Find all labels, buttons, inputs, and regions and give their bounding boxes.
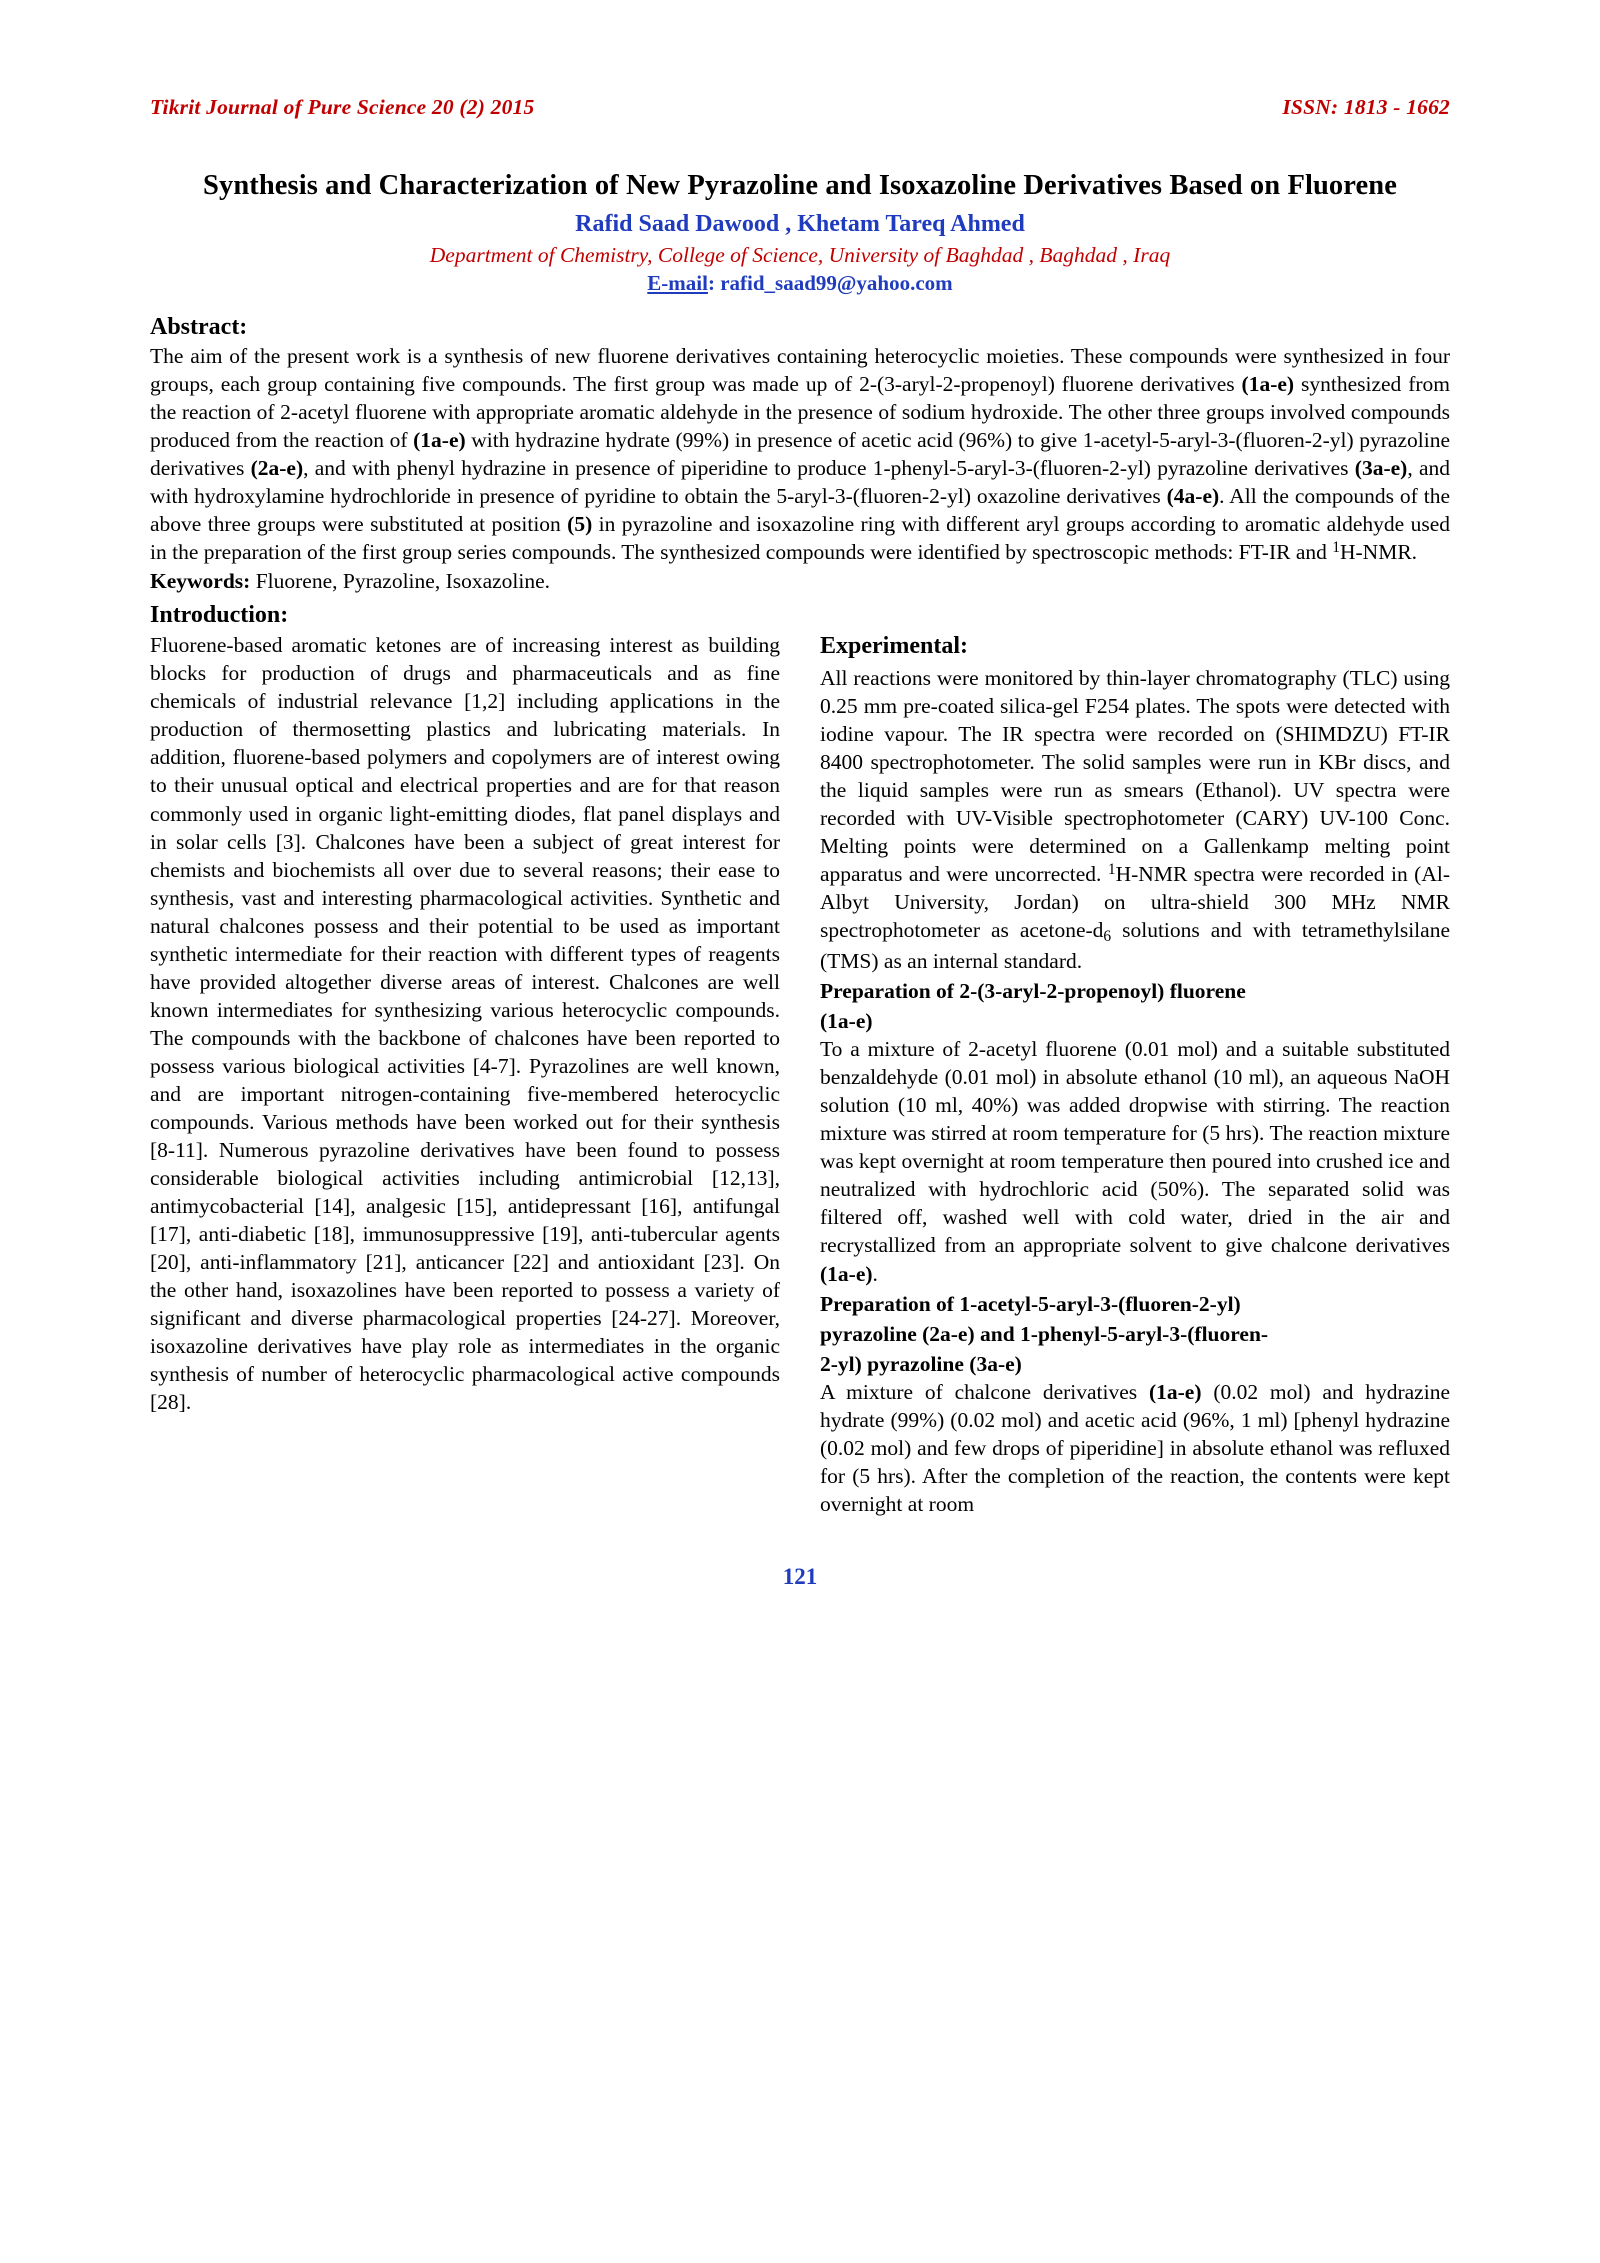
prep1-heading-line1: Preparation of 2-(3-aryl-2-propenoyl) fluorene bbox=[820, 979, 1246, 1004]
column-left bbox=[150, 631, 780, 1518]
abstract-heading: Abstract: bbox=[150, 313, 248, 340]
email-label: E-mail bbox=[647, 270, 708, 295]
introduction-heading: Introduction: bbox=[150, 602, 289, 629]
prep2-heading-line1: Preparation of 1-acetyl-5-aryl-3-(fluoren-2-yl) bbox=[820, 1291, 1241, 1316]
page-title: Synthesis and Characterization of New Pyrazoline and Isoxazoline Derivatives Based on Fluorene bbox=[203, 170, 1397, 201]
keywords-label: Keywords: bbox=[150, 569, 251, 594]
body-columns bbox=[150, 631, 1450, 1518]
title-block bbox=[150, 168, 1450, 296]
prep2-heading-line3: 2-yl) pyrazoline (3a-e) bbox=[820, 1351, 1022, 1376]
prep1-text: To a mixture of 2-acetyl fluorene (0.01 mol) and a suitable substituted benzaldehyde (0.01 mol) in absolute ethanol (10 ml), an aqueous NaOH solution (10 ml, 40%) was added dropwise with stirring. The reaction mixture was stirred at room temperature for (5 hrs). The reaction mixture was kept overnight at room temperature then poured into crushed ice and neutralized with hydrochloric acid (50%). The separated solid was filtered off, washed well with cold water, dried in the air and recrystallized from an appropriate solvent to give chalcone derivatives (1a-e). bbox=[820, 1037, 1450, 1286]
introduction-text: Fluorene-based aromatic ketones are of increasing interest as building blocks for production of drugs and pharmaceuticals and as fine chemicals of industrial relevance [1,2] including applications in the production of thermosetting plastics and lubricating materials. In addition, fluorene-based polymers and copolymers are of interest owing to their unusual optical and electrical properties and are for that reason commonly used in organic light-emitting diodes, flat panel displays and in solar cells [3]. Chalcones have been a subject of great interest for chemists and biochemists all over due to several reasons; their ease to synthesis, vast and interesting pharmacological activities. Synthetic and natural chalcones possess and their potential to be used as important synthetic intermediate for their reaction with different types of reagents have provided altogether diverse areas of interest. Chalcones are well known intermediates for synthesizing various heterocyclic compounds. The compounds with the backbone of chalcones have been reported to possess various biological activities [4-7]. Pyrazolines are well known, and are important nitrogen-containing five-membered heterocyclic compounds. Various methods have been worked out for their synthesis [8-11]. Numerous pyrazoline derivatives have been found to possess considerable biological activities including antimicrobial [12,13], antimycobacterial [14], analgesic [15], antidepressant [16], antifungal [17], anti-diabetic [18], immunosuppressive [19], anti-tubercular agents [20], anti-inflammatory [21], anticancer [22] and antioxidant [23]. On the other hand, isoxazolines have been reported to possess a variety of significant and diverse pharmacological properties [24-27]. Moreover, isoxazoline derivatives have play role as intermediates in the organic synthesis of number of heterocyclic pharmacological active compounds [28]. bbox=[150, 633, 780, 1415]
affiliation: Department of Chemistry, College of Science, University of Baghdad , Baghdad , Iraq bbox=[429, 242, 1171, 267]
issn: ISSN: 1813 - 1662 bbox=[1282, 95, 1450, 119]
journal-name: Tikrit Journal of Pure Science 20 (2) 2015 bbox=[150, 95, 535, 119]
email-separator: : bbox=[707, 270, 721, 295]
column-right bbox=[820, 631, 1450, 1518]
experimental-heading: Experimental: bbox=[820, 633, 968, 660]
prep2-text: A mixture of chalcone derivatives (1a-e) (0.02 mol) and hydrazine hydrate (99%) (0.02 mol) and acetic acid (96%, 1 ml) [phenyl hydrazine (0.02 mol) and few drops of piperidine] in absolute ethanol was refluxed for (5 hrs). After the completion of the reaction, the contents were kept overnight at room bbox=[820, 1379, 1450, 1516]
keywords-value: Fluorene, Pyrazoline, Isoxazoline. bbox=[250, 569, 551, 594]
abstract-body bbox=[150, 342, 1450, 566]
experimental-text: All reactions were monitored by thin-layer chromatography (TLC) using 0.25 mm pre-coated silica-gel F254 plates. The spots were detected with iodine vapour. The IR spectra were recorded on (SHIMDZU) FT-IR 8400 spectrophotometer. The solid samples were run in KBr discs, and the liquid samples were run as smears (Ethanol). UV spectra were recorded with UV-Visible spectrophotometer (CARY) UV-100 Conc. Melting points were determined on a Gallenkamp melting point apparatus and were uncorrected. $^1$H-NMR spectra were recorded in (Al-Albyt University, Jordan) on ultra-shield 300 MHz NMR spectrophotometer as acetone-$d_6$ solutions and with tetramethylsilane (TMS) as an internal standard. bbox=[820, 665, 1451, 974]
keywords-line bbox=[150, 568, 1450, 596]
prep2-heading-line2: pyrazoline (2a-e) and 1-phenyl-5-aryl-3-(fluoren- bbox=[820, 1321, 1269, 1346]
abstract-text: The aim of the present work is a synthesis of new fluorene derivatives containing heterocyclic moieties. These compounds were synthesized in four groups, each group containing five compounds. The first group was made up of 2-(3-aryl-2-propenoyl) fluorene derivatives (1a-e) synthesized from the reaction of 2-acetyl fluorene with appropriate aromatic aldehyde in the presence of sodium hydroxide. The other three groups involved compounds produced from the reaction of (1a-e) with hydrazine hydrate (99%) in presence of acetic acid (96%) to give 1-acetyl-5-aryl-3-(fluoren-2-yl) pyrazoline derivatives (2a-e), and with phenyl hydrazine in presence of piperidine to produce 1-phenyl-5-aryl-3-(fluoren-2-yl) pyrazoline derivatives (3a-e), and with hydroxylamine hydrochloride in presence of pyridine to obtain the 5-aryl-3-(fluoren-2-yl) oxazoline derivatives (4a-e). All the compounds of the above three groups were substituted at position (5) in pyrazoline and isoxazoline ring with different aryl groups according to aromatic aldehyde used in the preparation of the first group series compounds. The synthesized compounds were identified by spectroscopic methods: FT-IR and $^1$H-NMR. bbox=[150, 343, 1451, 565]
prep1-heading-line2: (1a-e) bbox=[820, 1009, 873, 1034]
running-head bbox=[150, 95, 1450, 120]
email-line bbox=[150, 271, 1450, 296]
email-address[interactable]: rafid_saad99@yahoo.com bbox=[720, 270, 953, 295]
page-number: 121 bbox=[782, 1563, 818, 1589]
author-list: Rafid Saad Dawood , Khetam Tareq Ahmed bbox=[575, 210, 1025, 237]
